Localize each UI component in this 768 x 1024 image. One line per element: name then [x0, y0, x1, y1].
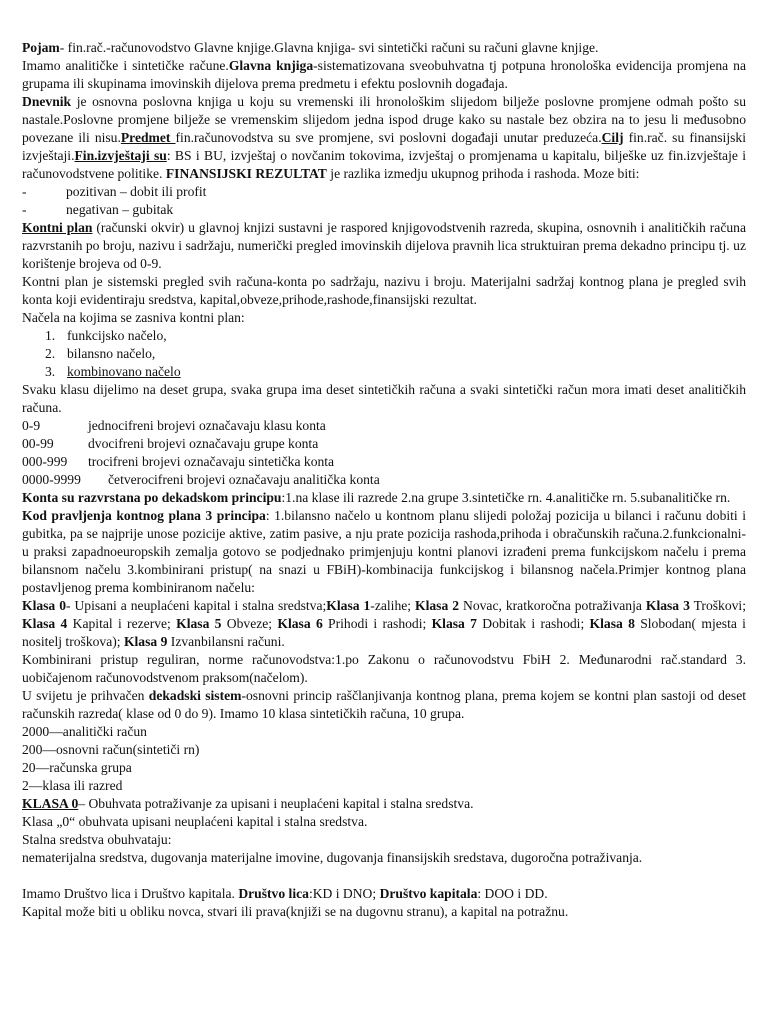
- text: fin.rač. su finansijski izvještaji.: [22, 130, 746, 163]
- text: :1.na klase ili razrede 2.na grupe 3.sintetičke rn. 4.analitičke rn. 5.subanalitičke rn.: [281, 490, 731, 505]
- class-label: Klasa 8: [589, 616, 635, 631]
- text: – Obuhvata potraživanje za upisani i neuplaćeni kapital i stalna sredstva.: [78, 796, 474, 811]
- principle-item: [45, 345, 746, 363]
- code-description: jednocifreni brojevi označavaju klasu konta: [88, 418, 326, 433]
- text: je razlika izmedju ukupnog prihoda i rashoda. Moze biti:: [326, 166, 640, 181]
- class-description: -zalihe;: [370, 598, 416, 613]
- code-ranges-list: [22, 417, 746, 489]
- term-predmet: Predmet: [120, 130, 176, 145]
- class-description: Obveze;: [221, 616, 278, 631]
- principle-number: 3.: [45, 364, 56, 379]
- class-label: Klasa 9: [123, 634, 168, 649]
- term-glavna-knjiga: Glavna knjiga: [228, 58, 314, 73]
- text: -osnovni princip raščlanjivanja kontnog plana, prema kojem se kontni plan sastoji od deset računskih razreda( klase od 0 do 9). Imamo 10 klasa sintetičkih računa, 10 grupa.: [22, 688, 747, 721]
- code-range: 00-99: [22, 436, 54, 451]
- class-description: Prihodi i rashodi;: [322, 616, 432, 631]
- code-description: dvocifreni brojevi označavaju grupe konta: [88, 436, 319, 451]
- text: -sistematizovana sveobuhvatna tj potpuna hronološka evidencija promjena na grupama ili skupinama imovinskih dijelova prema predmetu i efektu poslovnih događaja.: [22, 58, 747, 91]
- class-label: Klasa 3: [645, 598, 690, 613]
- term-drustvo-lica: Društvo lica: [238, 886, 309, 901]
- code-range-item: [22, 435, 746, 453]
- text: je osnovna poslovna knjiga u koju su vremenski ili hronološkim slijedom bilježe poslovne promjene odmah pošto su nastale.Poslovne promjene bilježe se vremenskim slijedom jedna ispod druge kako su nastale bez obzira na to jesu li međusobno povezane ili nisu.: [22, 94, 746, 145]
- text: (računski okvir) u glavnoj knjizi sustavni je raspored knjigovodstvenih razreda, skupina, osnovnih i analitičkih računa razvrstanih po broju, nazivu i sadržaju, numerički pregled imovinskih dijelova pravnih lica struktuiran prema dekadno principu tj. uz korištenje brojeva od 0-9.: [22, 220, 746, 271]
- principle-item: [45, 327, 746, 345]
- class-label: Klasa 4: [22, 616, 68, 631]
- term-dekadski-sistem: dekadski sistem: [148, 688, 242, 703]
- principle-text: bilansno načelo,: [67, 346, 156, 361]
- class-description: Dobitak i rashodi;: [476, 616, 590, 631]
- class-label: Klasa 5: [176, 616, 222, 631]
- class-description: Kapital i rezerve;: [67, 616, 177, 631]
- code-description: četverocifreni brojevi označavaju analitička konta: [108, 472, 380, 487]
- text: :KD i DNO;: [308, 886, 380, 901]
- term-drustvo-kapitala: Društvo kapitala: [379, 886, 478, 901]
- paragraph-stalna-sredstva-lista: nematerijalna sredstva, dugovanja materijalne imovine, dugovanja finansijskih sredstava, dugoročna potraživanja.: [22, 850, 643, 865]
- dash-bullet: -: [22, 184, 27, 199]
- class-label: Klasa 6: [277, 616, 323, 631]
- document-page: [22, 39, 746, 921]
- class-description: Novac, kratkoročna potraživanja: [459, 598, 646, 613]
- paragraph-pojam: [22, 39, 746, 57]
- dash-item: [22, 183, 746, 201]
- term-tri-principa: Kod pravljenja kontnog plana 3 principa: [22, 508, 266, 523]
- result-list: [22, 183, 746, 219]
- dash-text: pozitivan – dobit ili profit: [66, 184, 207, 199]
- term-dekadski-princip: Konta su razvrstana po dekadskom principu: [22, 490, 282, 505]
- paragraph-klase-lista: [22, 597, 746, 651]
- term-dnevnik: Dnevnik: [22, 94, 72, 109]
- paragraph-kapital: Kapital može biti u obliku novca, stvari ili prava(knjiži se na dugovnu stranu), a kapital na potražnu.: [22, 904, 569, 919]
- term-kontni-plan: Kontni plan: [22, 220, 93, 235]
- paragraph-klasa-0-obuhvata: Klasa „0“ obuhvata upisani neuplaćeni kapital i stalna sredstva.: [22, 814, 368, 829]
- dash-item: [22, 201, 746, 219]
- text: : DOO i DD.: [477, 886, 548, 901]
- paragraph-drustva: [22, 885, 746, 903]
- dash-bullet: -: [22, 202, 27, 217]
- paragraph-stalna-sredstva: Stalna sredstva obuhvataju:: [22, 832, 172, 847]
- class-label: Klasa 0: [22, 598, 66, 613]
- text: Imamo Društvo lica i Društvo kapitala.: [22, 886, 239, 901]
- text: Imamo analitičke i sintetičke račune.: [22, 58, 229, 73]
- class-label: Klasa 1: [326, 598, 371, 613]
- account-level: 20—računska grupa: [22, 760, 132, 775]
- principle-text: kombinovano načelo: [67, 364, 181, 379]
- paragraph-dnevnik: [22, 93, 746, 183]
- text: U svijetu je prihvačen: [22, 688, 149, 703]
- code-description: trocifreni brojevi označavaju sintetička konta: [88, 454, 335, 469]
- term-klasa-0: KLASA 0: [22, 796, 79, 811]
- text: : BS i BU, izvještaj o novčanim tokovima, izvještaj o promjenama u kapitalu, bilješke uz fin.izvještaje i računovodstvene politike.: [22, 148, 747, 181]
- paragraph-kombinirani-pristup: Kombinirani pristup reguliran, norme računovodstva:1.po Zakonu o računovodstvu FbiH 2. Međunarodni rač.standard 3. uobičajenom računovodstvenom praksom(načelom).: [22, 652, 746, 685]
- class-description: Izvanbilansni računi.: [167, 634, 285, 649]
- term-cilj: Cilj: [601, 130, 624, 145]
- paragraph-klasa-0: [22, 795, 746, 813]
- code-range-item: [22, 417, 746, 435]
- principle-number: 1.: [45, 328, 56, 343]
- text: fin.računovodstva su sve promjene, svi poslovni događaji unutar preduzeća.: [175, 130, 602, 145]
- code-range-item: [22, 471, 746, 489]
- principle-text: funkcijsko načelo,: [67, 328, 167, 343]
- blank-line: [22, 867, 746, 885]
- code-range: 0000-9999: [22, 472, 81, 487]
- code-range: 0-9: [22, 418, 41, 433]
- account-level: 200—osnovni račun(sintetiči rn): [22, 742, 200, 757]
- class-label: Klasa 7: [431, 616, 477, 631]
- code-range-item: [22, 453, 746, 471]
- paragraph-dekadski-princip: [22, 489, 746, 507]
- paragraph-nacela: Načela na kojima se zasniva kontni plan:: [22, 310, 245, 325]
- class-label: Klasa 2: [415, 598, 460, 613]
- term-pojam: Pojam: [22, 40, 60, 55]
- principles-list: [22, 327, 746, 381]
- paragraph-glavna-knjiga: [22, 57, 746, 93]
- class-description: Slobodan( mjesta i nositelj troškova);: [22, 616, 746, 649]
- paragraph-tri-principa: [22, 507, 746, 597]
- paragraph-dekadski-sistem: [22, 687, 746, 723]
- principle-number: 2.: [45, 346, 56, 361]
- code-range: 000-999: [22, 454, 68, 469]
- class-description: - Upisani a neuplaćeni kapital i stalna sredstva;: [66, 598, 327, 613]
- paragraph-kontni-plan-pregled: Kontni plan je sistemski pregled svih računa-konta po sadržaju, nazivu i broju. Materijalni sadržaj kontnog plana je pregled svih konta koji evidentiraju sredstva, kapital,obveze,prihode,rashode,finansijski rezultat.: [22, 274, 746, 307]
- account-level: 2—klasa ili razred: [22, 778, 123, 793]
- text: : 1.bilansno načelo u kontnom planu slijedi položaj pozicija u bilanci i računu dobiti i gubitka, pa se najprije unose pozicije aktive, zatim pasive, a nju prate pozicija rashoda,prihoda i obračunskih računa.2.funkcionalni-u praksi zapadnoeuropskih zemalja gotovo se podjednako primjenjuju kontni planovi izrađeni prema funkcijskom načelu i prema bilansnom načelu 3.kombinirani pristup( na snazi u FBiH)-kombinacija funkcijskog i bilansnog načela.Primjer kontnog plana postavljenog prema kombiniranom načelu:: [22, 508, 746, 595]
- dash-text: negativan – gubitak: [66, 202, 174, 217]
- class-description: Troškovi;: [689, 598, 746, 613]
- paragraph-klase: Svaku klasu dijelimo na deset grupa, svaka grupa ima deset sintetičkih računa a svaki sintetički račun mora imati deset analitičkih računa.: [22, 382, 746, 415]
- account-levels-list: [22, 723, 746, 795]
- account-level: 2000—analitički račun: [22, 724, 147, 739]
- paragraph-kontni-plan: [22, 219, 746, 273]
- principle-item: [45, 363, 746, 381]
- text: - fin.rač.-računovodstvo Glavne knjige.Glavna knjiga- svi sintetički računi su računi glavne knjige.: [59, 40, 599, 55]
- term-finansijski-rezultat: FINANSIJSKI REZULTAT: [165, 166, 327, 181]
- term-fin-izvjestaji: Fin.izvještaji su: [74, 148, 167, 163]
